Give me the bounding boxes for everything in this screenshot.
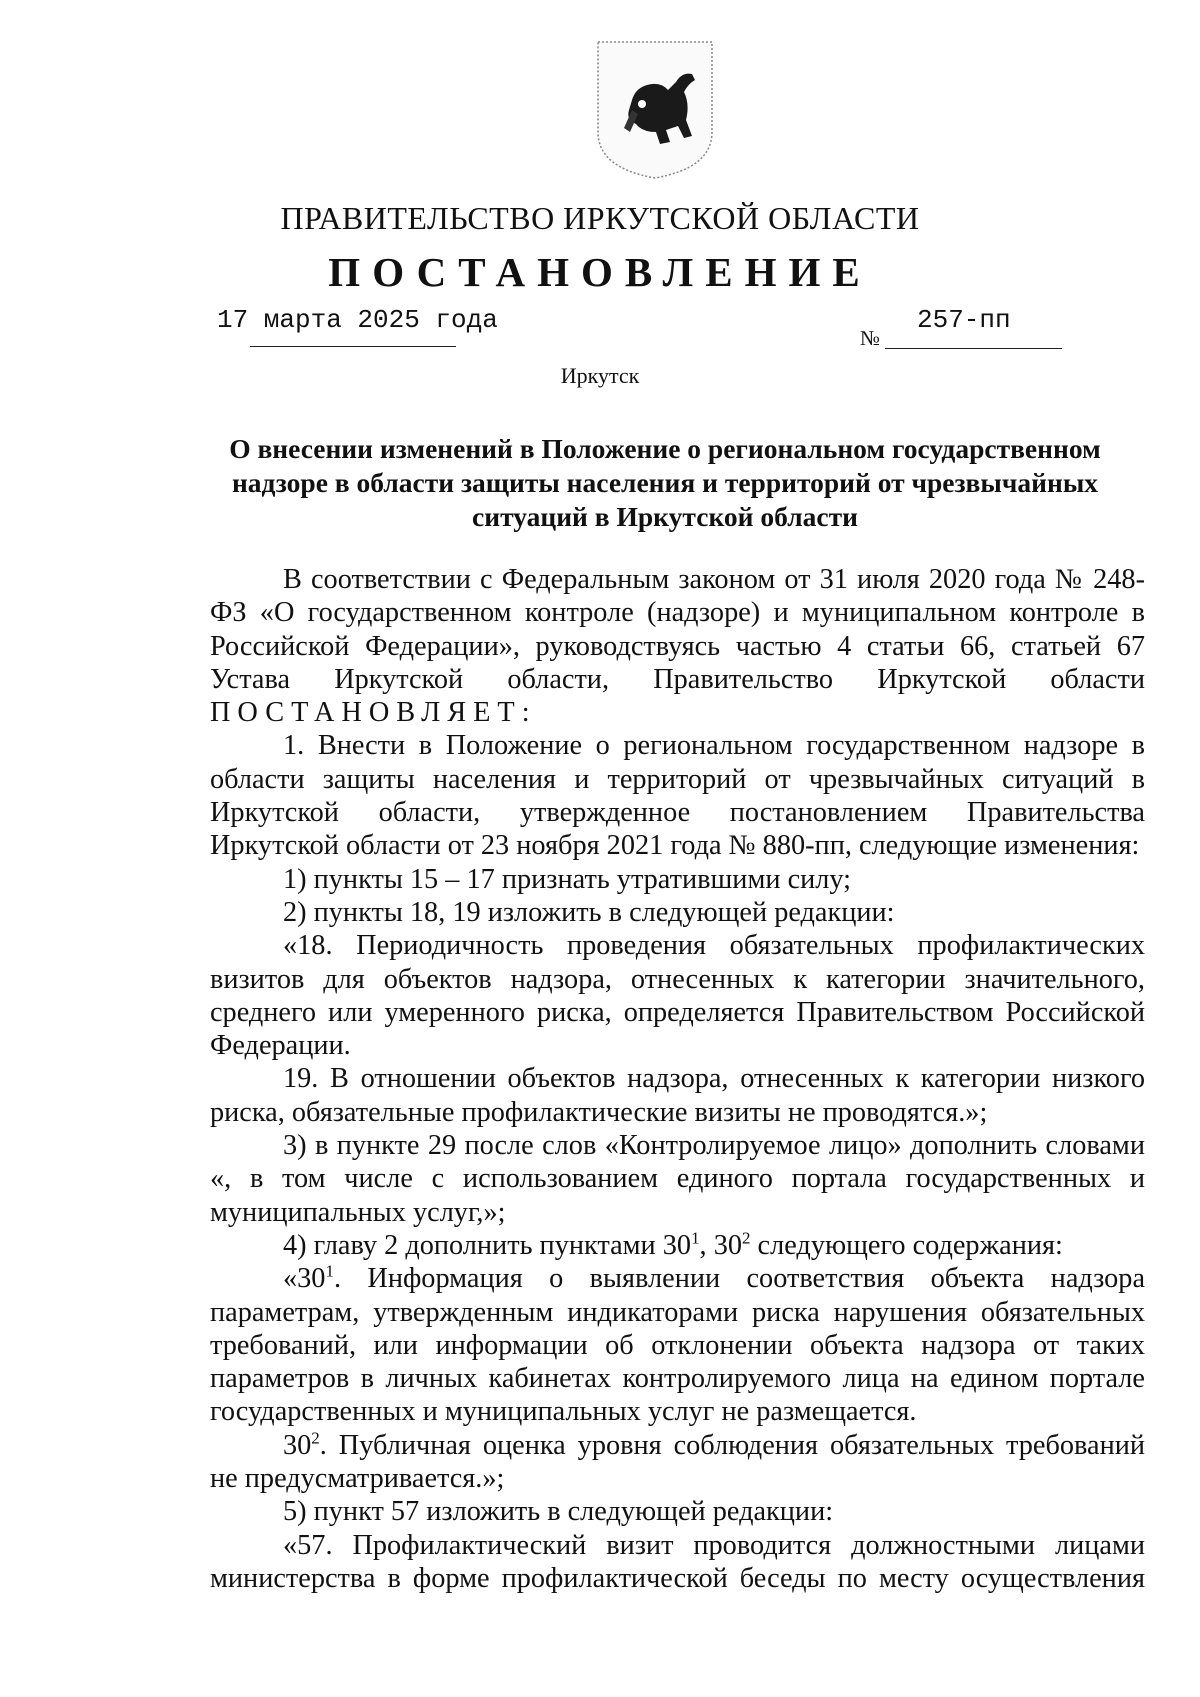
number-underline [885, 348, 1062, 349]
decree-number: 257-пп [917, 305, 1011, 335]
paragraph-point-57: «57. Профилактический визит проводится должностными лицами министерства в форме профилактической беседы по месту осуществления [210, 1529, 1145, 1594]
title-line: ситуаций в Иркутской области [472, 501, 858, 532]
paragraph-point-19: 19. В отношении объектов надзора, отнесенных к категории низкого риска, обязательные профилактические визиты не проводятся.»; [210, 1063, 1145, 1128]
paragraph-preamble: В соответствии с Федеральным законом от 31 июля 2020 года № 248-ФЗ «О государственном контроле (надзоре) и муниципальном контроле в Российской Федерации», руководствуясь частью 4 статьи 66, статьей 67 Устава Иркутской области, Правительство Иркутской области [210, 564, 1145, 695]
decree-date: 17 марта 2025 года [217, 305, 498, 335]
paragraph-subitem-3: 3) в пункте 29 после слов «Контролируемое лицо» дополнить словами «, в том числе с использованием единого портала государственных и муниципальных услуг,»; [210, 1130, 1145, 1228]
document-title [210, 432, 1120, 534]
paragraph-subitem-4: 4) главу 2 дополнить пунктами $30^1$, $30^2$ следующего содержания: [283, 1228, 1063, 1261]
resolves-word: ПОСТАНОВЛЯЕТ: [210, 697, 537, 729]
government-name: ПРАВИТЕЛЬСТВО ИРКУТСКОЙ ОБЛАСТИ [280, 200, 920, 236]
coat-of-arms-icon [596, 40, 714, 180]
title-line: О внесении изменений в Положение о региональном государственном [229, 433, 1101, 464]
paragraph-item-1: 1. Внести в Положение о региональном государственном надзоре в области защиты населения и территорий от чрезвычайных ситуаций в Иркутской области, утвержденное постановлением Правительства Иркутской области от 23 ноября 2021 года № 880-пп, следующие изменения: [210, 730, 1145, 862]
paragraph-subitem-1: 1) пункты 15 – 17 признать утратившими силу; [283, 863, 852, 895]
document-type: ПОСТАНОВЛЕНИЕ [328, 249, 872, 295]
paragraph-point-30-1: «$30^1$. Информация о выявлении соответствия объекта надзора параметрам, утвержденным индикаторами риска нарушения обязательных требований, или информации об отклонении объекта надзора от таких параметров в личных кабинетах контролируемого лица на едином портале государственных и муниципальных услуг не размещается. [210, 1261, 1145, 1428]
paragraph-point-30-2: $30^2$. Публичная оценка уровня соблюдения обязательных требований не предусматривается.»; [210, 1428, 1145, 1495]
paragraph-point-18: «18. Периодичность проведения обязательных профилактических визитов для объектов надзора, отнесенных к категории значительного, среднего или умеренного риска, определяется Правительством Российской Федерации. [210, 930, 1145, 1062]
paragraph-subitem-2: 2) пункты 18, 19 изложить в следующей редакции: [283, 896, 895, 928]
paragraph-subitem-5: 5) пункт 57 изложить в следующей редакции: [283, 1496, 834, 1528]
date-underline [250, 346, 456, 347]
title-line: надзоре в области защиты населения и территорий от чрезвычайных [231, 467, 1099, 498]
document-body [210, 563, 1145, 1595]
city: Иркутск [560, 363, 640, 388]
number-sign: № [860, 326, 881, 350]
